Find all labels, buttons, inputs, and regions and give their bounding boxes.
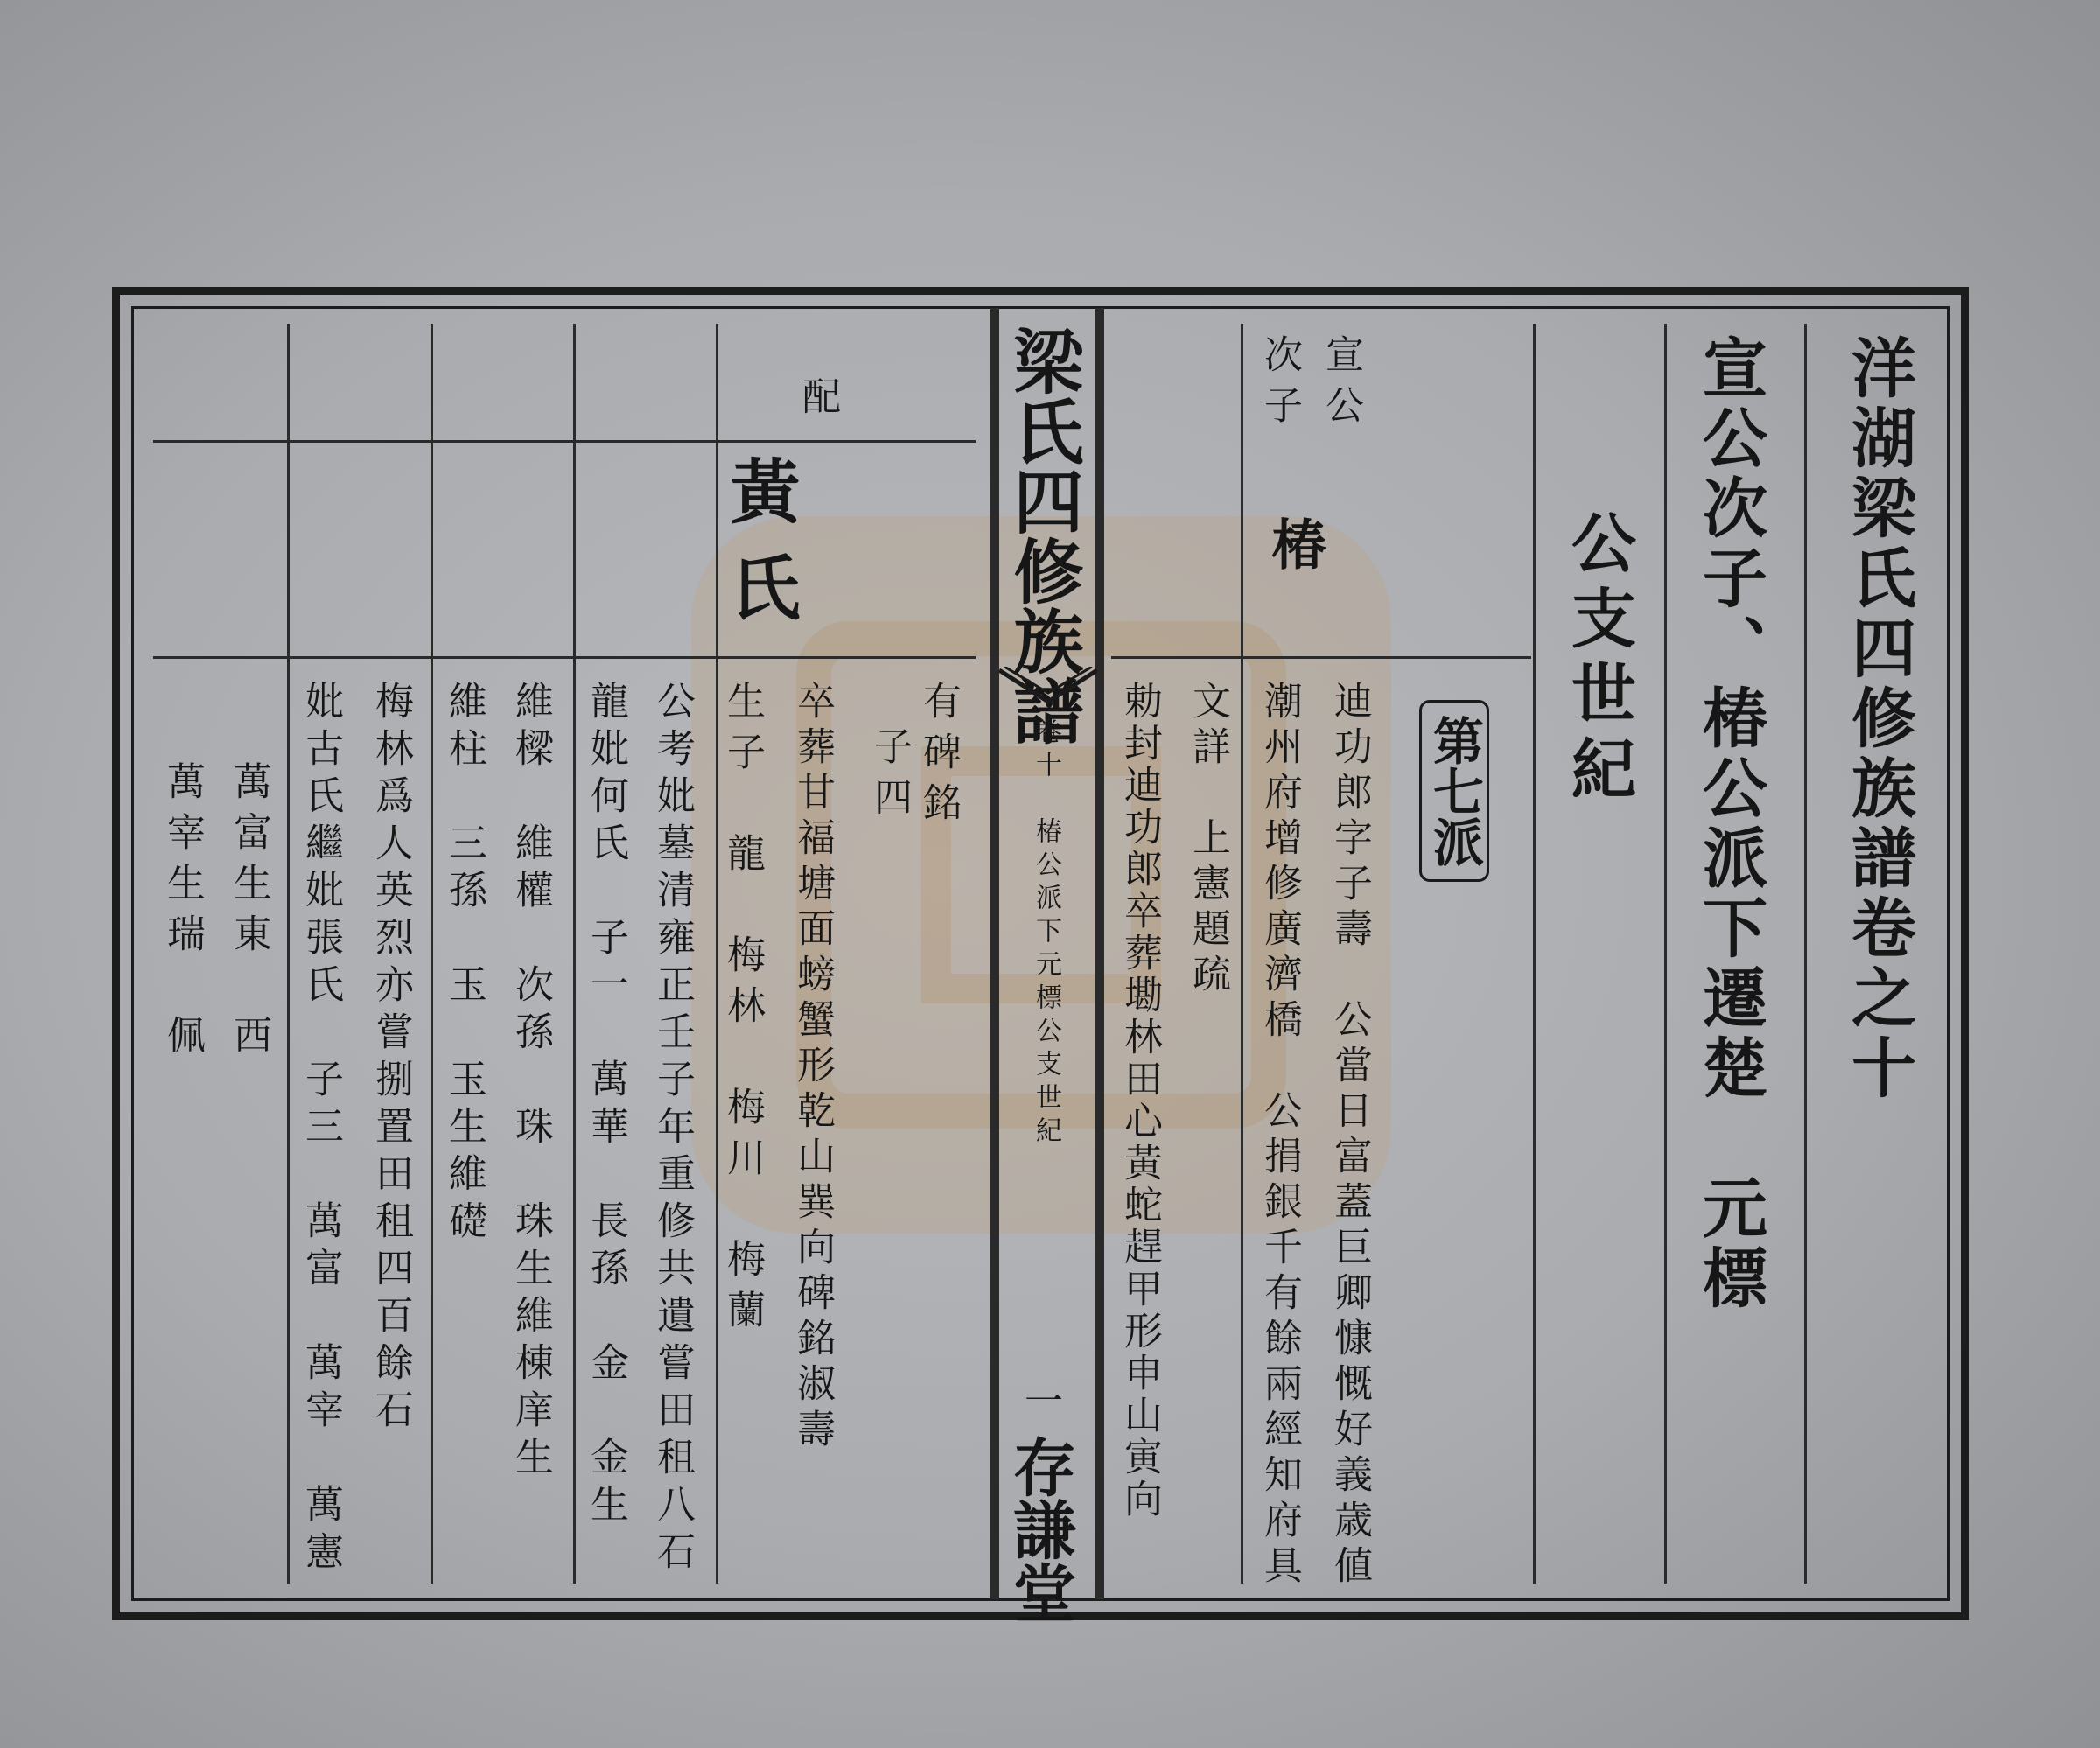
person-bio-4: 勅封迪功郎卒葬墈林田心黃蛇趕甲形申山寅向 bbox=[1117, 681, 1162, 1521]
descendant-line: 梅林爲人英烈亦嘗捌置田租四百餘石 bbox=[368, 681, 413, 1437]
descendant-line: 萬宰生瑞 佩 bbox=[160, 761, 205, 1066]
person-bio-2: 潮州府增修廣濟橋 公捐銀千有餘兩經知府具 bbox=[1257, 681, 1302, 1591]
col-rule-6 bbox=[1533, 324, 1536, 1584]
spine-rule-right bbox=[1096, 308, 1104, 1599]
spouse-bio-4: 生子 龍 梅林 梅川 梅蘭 bbox=[720, 681, 765, 1340]
descendant-line: 妣古氏繼妣張氏 子三 萬富 萬宰 萬憲 bbox=[298, 681, 343, 1578]
branch-heading-line-2: 公支世紀 bbox=[1561, 509, 1636, 810]
spouse-label: 配 bbox=[795, 376, 840, 427]
lineage-note-1: 宣公 bbox=[1319, 334, 1363, 436]
branch-heading-line-1: 宣公次子、椿公派下遷楚 元標 bbox=[1692, 334, 1768, 1314]
generation-badge: 第七派 bbox=[1419, 700, 1489, 882]
descendant-line: 公考妣墓清雍正壬子年重修共遺嘗田租八石 bbox=[650, 681, 695, 1578]
col-rule-3 bbox=[573, 324, 576, 1584]
rule-mid-right bbox=[1111, 656, 1531, 659]
rule-mid-left bbox=[153, 656, 976, 659]
volume-title: 洋湖梁氏四修族譜卷之十 bbox=[1841, 334, 1916, 1104]
col-rule-2 bbox=[430, 324, 433, 1584]
descendant-line: 萬富生東 西 bbox=[227, 761, 271, 1066]
person-bio-1: 迪功郎字子壽 公當日富蓋巨卿慷慨好義歳値 bbox=[1327, 681, 1372, 1591]
col-rule-7 bbox=[1664, 324, 1667, 1584]
descendant-line: 維柱 三孫 玉 玉生維礎 bbox=[442, 681, 486, 1248]
spouse-bio-1: 有碑銘 bbox=[916, 681, 961, 833]
spouse-bio-3: 卒葬甘福塘面螃蟹形乾山巽向碑銘淑壽 bbox=[790, 681, 835, 1454]
spouse-name: 黃氏 bbox=[718, 455, 801, 647]
person-bio-3: 文詳 上憲題疏 bbox=[1186, 681, 1230, 999]
col-rule-8 bbox=[1804, 324, 1807, 1584]
col-rule-1 bbox=[287, 324, 290, 1584]
descendant-line: 龍妣何氏 子一 萬華 長孫 金 金生 bbox=[584, 681, 628, 1531]
person-name: 椿 bbox=[1263, 516, 1326, 570]
hall-name: 存謙堂 bbox=[1003, 1435, 1077, 1624]
page-number: 一 bbox=[1018, 1381, 1062, 1419]
fishtail-mark bbox=[999, 667, 1097, 707]
descendant-line: 維樑 維權 次孫 珠 珠生維棟庠生 bbox=[508, 681, 553, 1484]
spine-title: 梁氏四修族譜 bbox=[1002, 325, 1084, 745]
rule-top-left bbox=[153, 440, 976, 443]
spine-subtitle: 卷十 椿公派下元標公支世紀 bbox=[1031, 717, 1061, 1150]
spouse-bio-2: 子四 bbox=[867, 726, 912, 828]
spine-rule-left bbox=[990, 308, 999, 1599]
col-rule-5 bbox=[1241, 324, 1243, 1584]
lineage-note-2: 次子 bbox=[1257, 334, 1302, 436]
